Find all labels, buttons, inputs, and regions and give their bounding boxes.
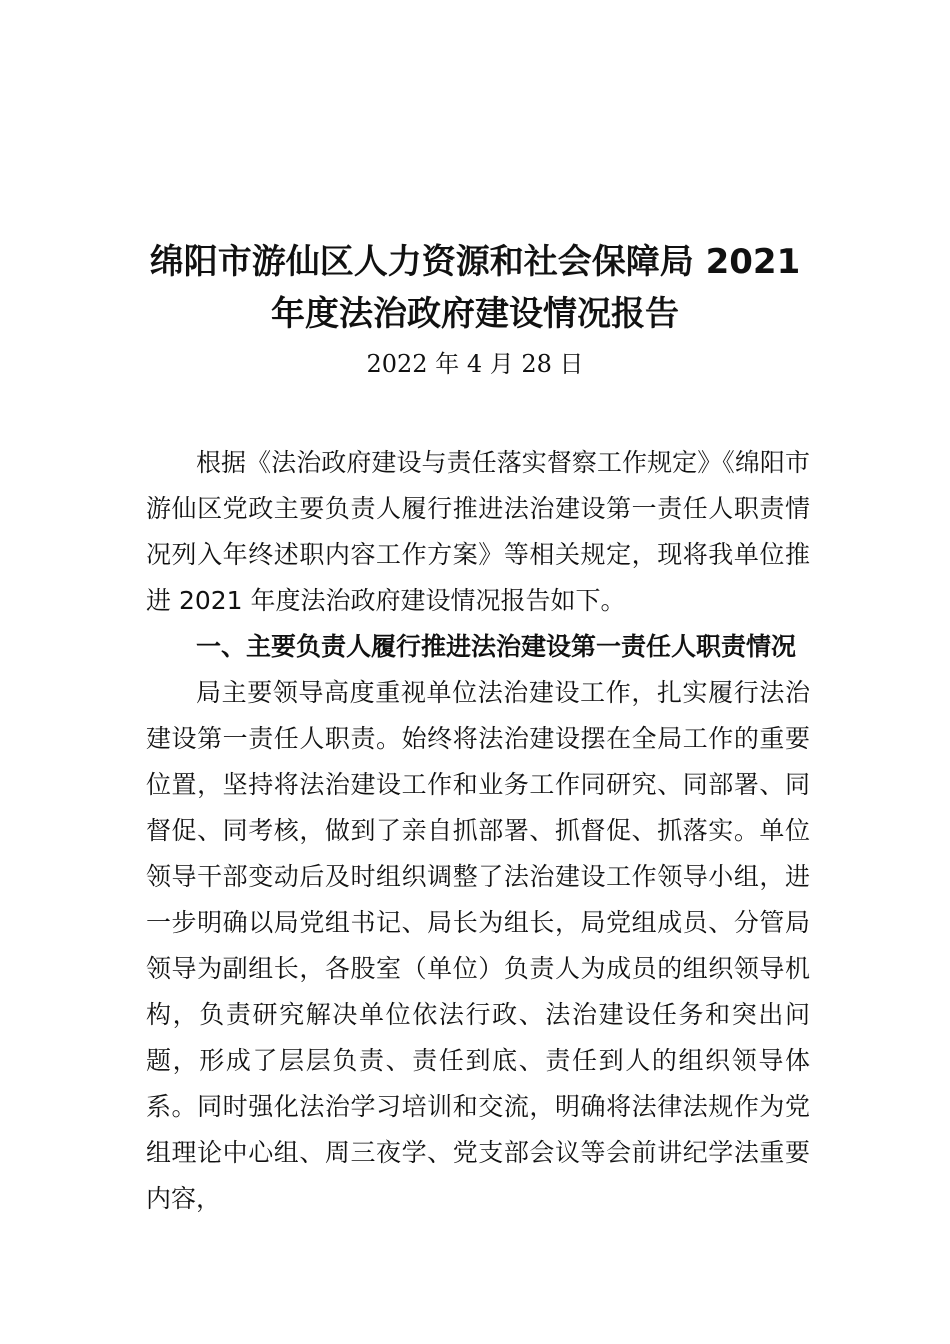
title-line-1: 绵阳市游仙区人力资源和社会保障局 2021 xyxy=(149,242,801,282)
title-line-2: 年度法治政府建设情况报告 xyxy=(271,294,679,334)
section-1-heading: 一、主要负责人履行推进法治建设第一责任人职责情况 xyxy=(196,632,797,661)
document-title xyxy=(140,236,810,340)
document-body xyxy=(146,440,810,1222)
section-1-paragraph: 局主要领导高度重视单位法治建设工作，扎实履行法治建设第一责任人职责。始终将法治建设摆在全局工作的重要位置，坚持将法治建设工作和业务工作同研究、同部署、同督促、同考核，做到了亲自抓部署、抓督促、抓落实。单位领导干部变动后及时组织调整了法治建设工作领导小组，进一步明确以局党组书记、局长为组长，局党组成员、分管局领导为副组长，各股室（单位）负责人为成员的组织领导机构，负责研究解决单位依法行政、法治建设任务和突出问题，形成了层层负责、责任到底、责任到人的组织领导体系。同时强化法治学习培训和交流，明确将法律法规作为党组理论中心组、周三夜学、党支部会议等会前讲纪学法重要内容， xyxy=(146,678,810,1213)
document-date: 2022 年 4 月 28 日 xyxy=(366,350,584,378)
intro-paragraph: 根据《法治政府建设与责任落实督察工作规定》《绵阳市游仙区党政主要负责人履行推进法治建设第一责任人职责情况列入年终述职内容工作方案》等相关规定，现将我单位推进 2021 年度法治政府建设情况报告如下。 xyxy=(146,448,810,615)
